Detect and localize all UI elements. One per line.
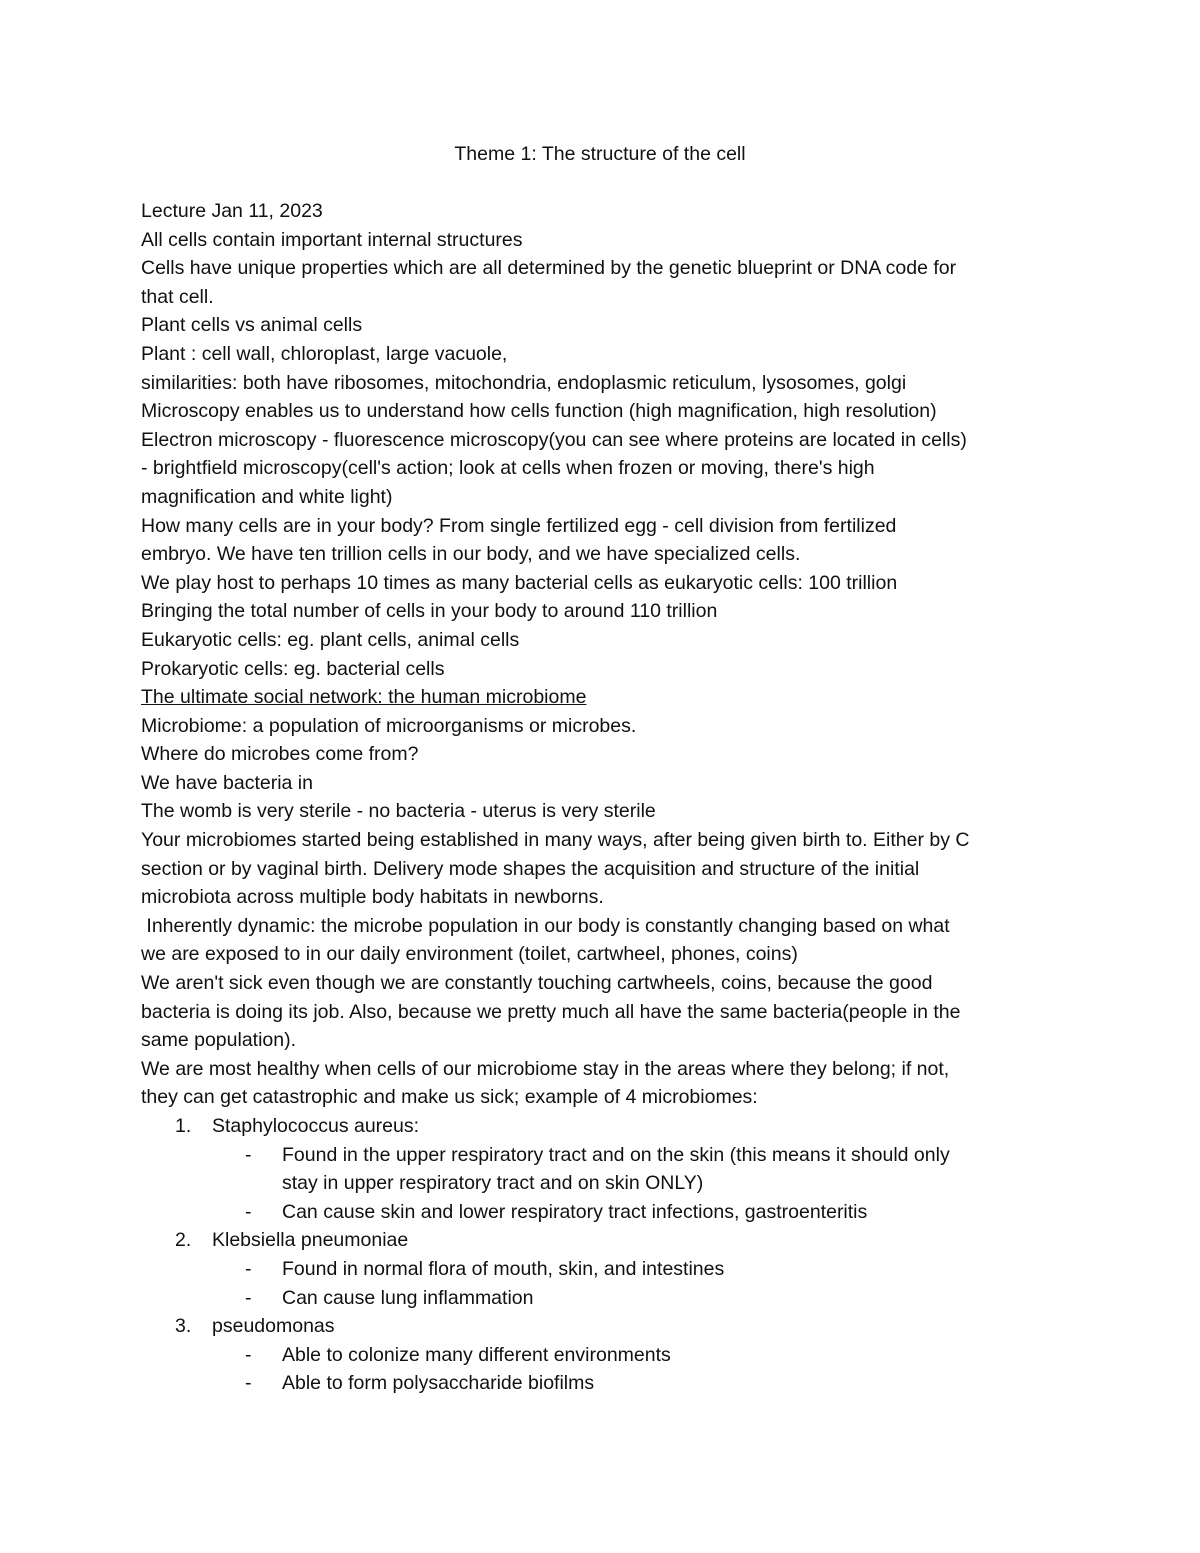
section-heading — [141, 683, 1071, 712]
list-subitem — [141, 1198, 1071, 1227]
text-line: embryo. We have ten trillion cells in our body, and we have specialized cells. — [141, 543, 801, 566]
text-line: section or by vaginal birth. Delivery mode shapes the acquisition and structure of the initial — [141, 857, 920, 880]
text-line: Where do microbes come from? — [141, 743, 419, 766]
text-line: magnification and white light) — [141, 485, 393, 508]
text-line: Electron microscopy - fluorescence microscopy(you can see where proteins are located in cells) — [141, 428, 967, 451]
text-line: The womb is very sterile - no bacteria - uterus is very sterile — [141, 800, 656, 823]
text-line: Microbiome: a population of microorganisms or microbes. — [141, 714, 637, 737]
text-line: Plant : cell wall, chloroplast, large vacuole, — [141, 342, 508, 365]
list-item-1 — [141, 1112, 1071, 1141]
text-line: All cells contain important internal structures — [141, 228, 523, 251]
list-subitem-text: Able to form polysaccharide biofilms — [282, 1372, 595, 1395]
list-item-2 — [141, 1226, 1071, 1255]
dash-bullet: - — [245, 1372, 252, 1395]
list-subitem-continuation — [141, 1169, 1071, 1198]
text-line: - brightfield microscopy(cell's action; look at cells when frozen or moving, there's high — [141, 457, 875, 480]
list-subitem — [141, 1141, 1071, 1170]
text-line: We play host to perhaps 10 times as many bacterial cells as eukaryotic cells: 100 trillion — [141, 571, 898, 594]
list-subitem — [141, 1284, 1071, 1313]
text-line: How many cells are in your body? From single fertilized egg - cell division from fertilized — [141, 514, 897, 537]
list-subitem-text: Can cause skin and lower respiratory tract infections, gastroenteritis — [282, 1200, 868, 1223]
text-line: We have bacteria in — [141, 771, 313, 794]
list-item-name: pseudomonas — [212, 1315, 335, 1338]
text-line: we are exposed to in our daily environment (toilet, cartwheel, phones, coins) — [141, 943, 798, 966]
list-subitem-text: stay in upper respiratory tract and on skin ONLY) — [282, 1172, 704, 1195]
list-subitem-text: Can cause lung inflammation — [282, 1286, 534, 1309]
list-number: 1. — [175, 1115, 192, 1137]
text-line: Inherently dynamic: the microbe population in our body is constantly changing based on what — [141, 914, 950, 937]
section-heading-text: The ultimate social network: the human microbiome — [141, 686, 587, 709]
list-item-3 — [141, 1312, 1071, 1341]
dash-bullet: - — [245, 1143, 252, 1166]
text-line: that cell. — [141, 285, 214, 308]
text-line: Your microbiomes started being established in many ways, after being given birth to. Either by C — [141, 829, 970, 852]
text-line: We are most healthy when cells of our microbiome stay in the areas where they belong; if not, — [141, 1057, 950, 1080]
list-subitem — [141, 1369, 1071, 1398]
list-subitem — [141, 1255, 1071, 1284]
dash-bullet: - — [245, 1343, 252, 1366]
text-line: they can get catastrophic and make us sick; example of 4 microbiomes: — [141, 1086, 758, 1109]
page-title: Theme 1: The structure of the cell — [454, 143, 746, 165]
list-number: 2. — [175, 1229, 192, 1252]
list-subitem-text: Found in normal flora of mouth, skin, and intestines — [282, 1257, 725, 1280]
text-line: same population). — [141, 1029, 297, 1052]
dash-bullet: - — [245, 1200, 252, 1223]
list-item-name: Klebsiella pneumoniae — [212, 1229, 409, 1252]
text-line: We aren't sick even though we are constantly touching cartwheels, coins, because the good — [141, 972, 933, 995]
text-line: microbiota across multiple body habitats in newborns. — [141, 886, 604, 909]
dash-bullet: - — [245, 1286, 252, 1309]
dash-bullet: - — [245, 1257, 252, 1280]
text-line: Eukaryotic cells: eg. plant cells, animal cells — [141, 628, 520, 651]
list-subitem-text: Found in the upper respiratory tract and on the skin (this means it should only — [282, 1143, 950, 1166]
list-number: 3. — [175, 1315, 192, 1338]
text-line: Bringing the total number of cells in your body to around 110 trillion — [141, 600, 718, 623]
text-line: Plant cells vs animal cells — [141, 314, 363, 337]
text-line: similarities: both have ribosomes, mitochondria, endoplasmic reticulum, lysosomes, golgi — [141, 371, 907, 394]
list-item-name: Staphylococcus aureus: — [212, 1115, 420, 1137]
text-line: Microscopy enables us to understand how cells function (high magnification, high resolution) — [141, 400, 937, 423]
text-line: Prokaryotic cells: eg. bacterial cells — [141, 657, 445, 680]
text-line: Cells have unique properties which are all determined by the genetic blueprint or DNA code for — [141, 257, 957, 280]
text-line: Lecture Jan 11, 2023 — [141, 200, 323, 222]
list-subitem-text: Able to colonize many different environments — [282, 1343, 671, 1366]
document-body — [141, 197, 1071, 1398]
list-subitem — [141, 1341, 1071, 1370]
text-line: bacteria is doing its job. Also, because we pretty much all have the same bacteria(people in the — [141, 1000, 961, 1023]
